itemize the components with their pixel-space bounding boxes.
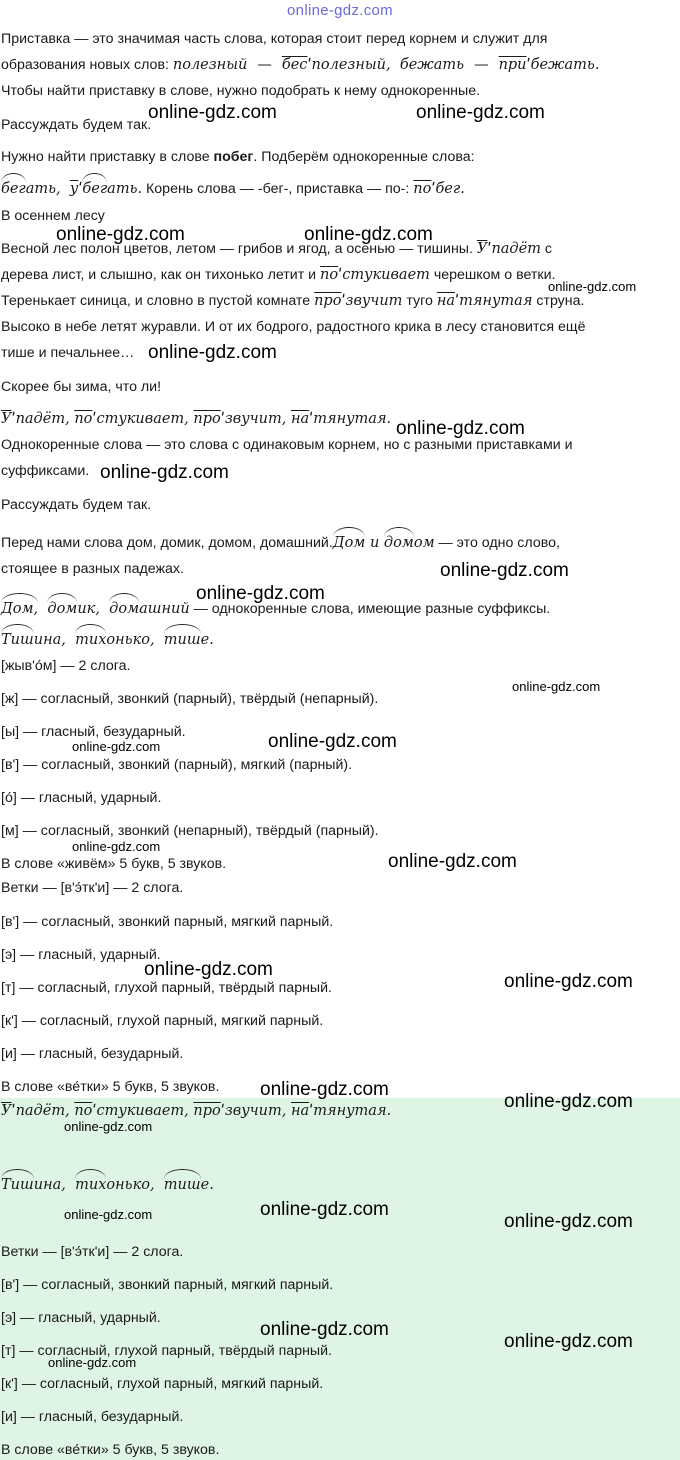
prefix: про: [193, 1103, 221, 1119]
prefix: У: [476, 241, 488, 257]
phonetic-row: [к'] — согласный, глухой парный, мягкий парный.: [1, 1013, 324, 1029]
prefix: по: [413, 181, 432, 197]
prefix: бес: [281, 57, 308, 73]
watermark: online-gdz.com: [416, 102, 545, 123]
text-line: Однокоренные слова — это слова с одинаковым корнем, но с разными приставками и: [1, 437, 573, 453]
watermark: online-gdz.com: [148, 342, 277, 363]
root: Тиш: [1, 632, 34, 648]
prefix: про: [193, 411, 221, 427]
text-line: дерева лист, и слышно, как он тихонько летит и поˈстукивает черешком о ветки.: [1, 267, 556, 283]
word: тянутая.: [313, 1103, 392, 1119]
watermark: online-gdz.com: [504, 1091, 633, 1112]
paragraph: бегать, уˈбегать. Корень слова — -бег-, приставка — по-: поˈбег.: [1, 181, 465, 197]
prefix: у: [69, 181, 79, 197]
ending: ина,: [33, 632, 66, 648]
text-line: суффиксами.: [1, 463, 90, 479]
ending: ик,: [77, 601, 100, 617]
watermark: online-gdz.com: [148, 102, 277, 123]
example-word: бежать.: [530, 57, 600, 73]
watermark: online-gdz.com: [512, 679, 601, 694]
text: дерева лист, и слышно, как он тихонько летит и: [1, 267, 321, 283]
section-title: В осеннем лесу: [1, 208, 105, 224]
ending: ашний: [139, 601, 190, 617]
prefix: по: [74, 411, 93, 427]
word: стукивает,: [96, 1103, 189, 1119]
root-word-list: [1, 1176, 214, 1194]
watermark: online-gdz.com: [72, 839, 161, 854]
phonetic-row: [о́] — гласный, ударный.: [1, 790, 162, 806]
definition-text: образования новых слов:: [1, 57, 173, 73]
prefix: про: [314, 293, 342, 309]
text-line: Весной лес полон цветов, летом — грибов и ягод, а осенью — тишины. Уˈпадёт с: [1, 241, 553, 257]
word: звучит,: [224, 1103, 287, 1119]
text: с: [540, 241, 553, 257]
text: — однокоренные слова, имеющие разные суффиксы.: [189, 601, 551, 617]
phonetic-summary: В слове «живём» 5 букв, 5 звуков.: [1, 856, 227, 872]
text: Корень слова — -бег-, приставка — по-:: [142, 181, 414, 197]
watermark: online-gdz.com: [100, 462, 229, 483]
word: звучит,: [224, 411, 287, 427]
phonetic-row: [и] — гласный, безударный.: [1, 1046, 184, 1062]
phonetic-heading: Ветки — [в'э́тк'и] — 2 слога.: [1, 1244, 184, 1260]
prefix: по: [74, 1103, 93, 1119]
text: струна.: [532, 293, 585, 309]
watermark: online-gdz.com: [260, 1079, 389, 1100]
ending: ина,: [33, 1177, 66, 1193]
phonetic-row: [и] — гласный, безударный.: [1, 1409, 184, 1425]
paragraph: Рассуждать будем так.: [1, 117, 152, 133]
prefix-mark: ˈ: [307, 57, 312, 73]
text: . Подберём однокоренные слова:: [253, 149, 475, 165]
word: стукивает: [342, 267, 430, 283]
prefix: при: [498, 57, 527, 73]
ending: онько,: [106, 1177, 155, 1193]
phonetic-summary: В слове «ве́тки» 5 букв, 5 звуков.: [1, 1079, 220, 1095]
text: Весной лес полон цветов, летом — грибов и ягод, а осенью — тишины.: [1, 241, 477, 257]
ending: онько,: [106, 632, 155, 648]
watermark: online-gdz.com: [260, 1199, 389, 1220]
text: черешком о ветки.: [429, 267, 556, 283]
phonetic-heading: [жыв'о́м] — 2 слога.: [1, 658, 131, 674]
text: туго: [402, 293, 437, 309]
root: тих: [75, 1177, 107, 1193]
example-word: бежать: [399, 57, 465, 73]
phonetic-heading: Ветки — [в'э́тк'и] — 2 слога.: [1, 880, 184, 896]
root-word-list: [1, 631, 214, 649]
phonetic-row: [ж] — согласный, звонкий (парный), твёрдый (непарный).: [1, 691, 379, 707]
prefix-mark: ˈ: [526, 57, 531, 73]
watermark: online-gdz.com: [504, 1211, 633, 1232]
word: и: [369, 535, 380, 551]
bold-word: побег: [213, 149, 254, 165]
phonetic-row: [э] — гласный, ударный.: [1, 1310, 161, 1326]
root: бег: [82, 181, 108, 197]
root: Дом,: [1, 601, 39, 617]
text-line: Рассуждать будем так.: [1, 497, 152, 513]
word: стукивает,: [96, 411, 189, 427]
prefix: на: [290, 1103, 310, 1119]
root: Дом: [332, 535, 366, 551]
text-line: Теренькает синица, и словно в пустой комнате проˈзвучит туго наˈтянутая струна.: [1, 293, 585, 309]
text: Теренькает синица, и словно в пустой комнате: [1, 293, 315, 309]
example-word: полезный: [172, 57, 248, 73]
dash: —: [257, 57, 272, 73]
prefix-word-list: Уˈпадёт, поˈстукивает, проˈзвучит, наˈтянутая.: [1, 411, 392, 427]
ending: е.: [200, 632, 214, 648]
dash: —: [474, 57, 489, 73]
paragraph: Чтобы найти приставку в слове, нужно подобрать к нему однокоренные.: [1, 83, 481, 99]
text: Нужно найти приставку в слове: [1, 149, 214, 165]
watermark: online-gdz.com: [396, 418, 525, 439]
prefix-word-list: Уˈпадёт, поˈстукивает, проˈзвучит, наˈтянутая.: [1, 1103, 392, 1119]
root: дом: [47, 601, 78, 617]
text: Перед нами слова дом, домик, домом, домашний.: [1, 535, 333, 551]
text: — это одно слово,: [434, 535, 560, 551]
root: дом: [383, 535, 414, 551]
definition-line-1: Приставка — это значимая часть слова, которая стоит перед корнем и служит для: [1, 31, 548, 47]
root: бег: [1, 181, 26, 197]
prefix: на: [290, 411, 310, 427]
root: тиш: [163, 1177, 201, 1193]
phonetic-row: [т] — согласный, глухой парный, твёрдый парный.: [1, 980, 332, 996]
phonetic-row: [ы] — гласный, безударный.: [1, 724, 186, 740]
watermark: online-gdz.com: [504, 971, 633, 992]
paragraph: [1, 148, 475, 166]
ending: е.: [200, 1177, 214, 1193]
prefix: на: [436, 293, 456, 309]
word: падёт,: [15, 1103, 70, 1119]
prefix: У: [1, 411, 12, 427]
watermark: online-gdz.com: [268, 731, 397, 752]
watermark: online-gdz.com: [304, 224, 433, 245]
watermark: online-gdz.com: [196, 583, 325, 604]
phonetic-row: [в'] — согласный, звонкий парный, мягкий парный.: [1, 914, 334, 930]
root: бег.: [435, 181, 465, 197]
phonetic-row: [м] — согласный, звонкий (непарный), твёрдый (парный).: [1, 823, 379, 839]
text-line: [1, 534, 560, 552]
text-line: Скорее бы зима, что ли!: [1, 379, 162, 395]
phonetic-row: [в'] — согласный, звонкий (парный), мягкий (парный).: [1, 757, 353, 773]
text-line: Высоко в небе летят журавли. И от их бодрого, радостного крика в лесу становится ещё: [1, 319, 586, 335]
root: дом: [109, 601, 140, 617]
text-line: тише и печальнее…: [1, 345, 135, 361]
ending: ать,: [25, 181, 61, 197]
text-line: стоящее в разных падежах.: [1, 561, 184, 577]
root: Тиш: [1, 1177, 34, 1193]
watermark: online-gdz.com: [260, 1319, 389, 1340]
phonetic-summary: В слове «ве́тки» 5 букв, 5 звуков.: [1, 1442, 220, 1458]
watermark: online-gdz.com: [48, 1355, 137, 1370]
phonetic-row: [э] — гласный, ударный.: [1, 947, 161, 963]
watermark: online-gdz.com: [144, 959, 273, 980]
watermark: online-gdz.com: [56, 224, 185, 245]
ending: ом: [413, 535, 435, 551]
watermark: online-gdz.com: [72, 739, 161, 754]
definition-line-2: [1, 56, 599, 74]
watermark: online-gdz.com: [548, 279, 637, 294]
word: тянутая: [459, 293, 533, 309]
ending: ать.: [107, 181, 143, 197]
word: падёт: [491, 241, 541, 257]
prefix: У: [1, 1103, 12, 1119]
site-logo[interactable]: online-gdz.com: [287, 2, 393, 19]
watermark: online-gdz.com: [440, 560, 569, 581]
word: тянутая.: [313, 411, 392, 427]
prefix: по: [320, 267, 339, 283]
watermark: online-gdz.com: [64, 1119, 153, 1134]
watermark: online-gdz.com: [388, 851, 517, 872]
example-word: полезный,: [311, 57, 391, 73]
watermark: online-gdz.com: [64, 1207, 153, 1222]
watermark: online-gdz.com: [504, 1331, 633, 1352]
root: тих: [75, 632, 107, 648]
word: падёт,: [15, 411, 70, 427]
phonetic-row: [в'] — согласный, звонкий парный, мягкий парный.: [1, 1277, 334, 1293]
root: тиш: [163, 632, 201, 648]
phonetic-row: [т] — согласный, глухой парный, твёрдый парный.: [1, 1343, 332, 1359]
phonetic-row: [к'] — согласный, глухой парный, мягкий парный.: [1, 1376, 324, 1392]
word: звучит: [345, 293, 403, 309]
example-words: [173, 57, 600, 73]
